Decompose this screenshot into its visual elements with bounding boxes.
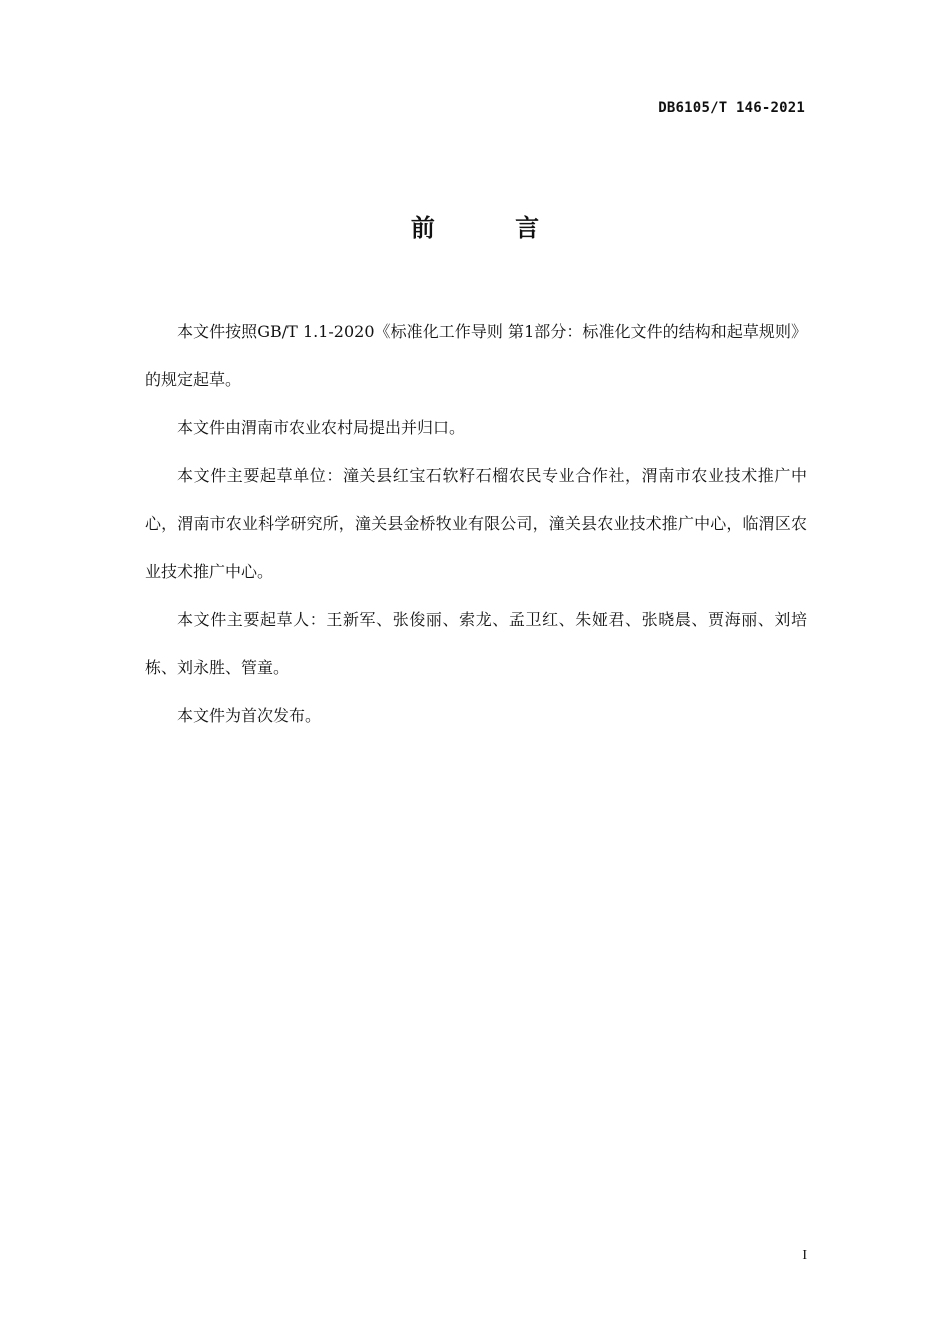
paragraph-drafting-basis: 本文件按照GB/T 1.1-2020《标准化工作导则 第1部分：标准化文件的结构和起草规则》的规定起草。: [145, 322, 807, 389]
paragraph-drafting-units: 本文件主要起草单位：潼关县红宝石软籽石榴农民专业合作社，渭南市农业技术推广中心，渭南市农业科学研究所，潼关县金桥牧业有限公司，潼关县农业技术推广中心，临渭区农业技术推广中心。: [145, 466, 807, 581]
page-title: 前 言: [410, 214, 576, 242]
document-body: [145, 308, 807, 740]
page-number: I: [802, 1248, 807, 1263]
paragraph-drafters: 本文件主要起草人：王新军、张俊丽、索龙、孟卫红、朱娅君、张晓晨、贾海丽、刘培栋、刘永胜、管童。: [145, 610, 807, 677]
document-code: DB6105/T 146-2021: [658, 100, 805, 116]
paragraph-proposer: 本文件由渭南市农业农村局提出并归口。: [177, 418, 466, 437]
paragraph-first-release: 本文件为首次发布。: [177, 706, 322, 725]
